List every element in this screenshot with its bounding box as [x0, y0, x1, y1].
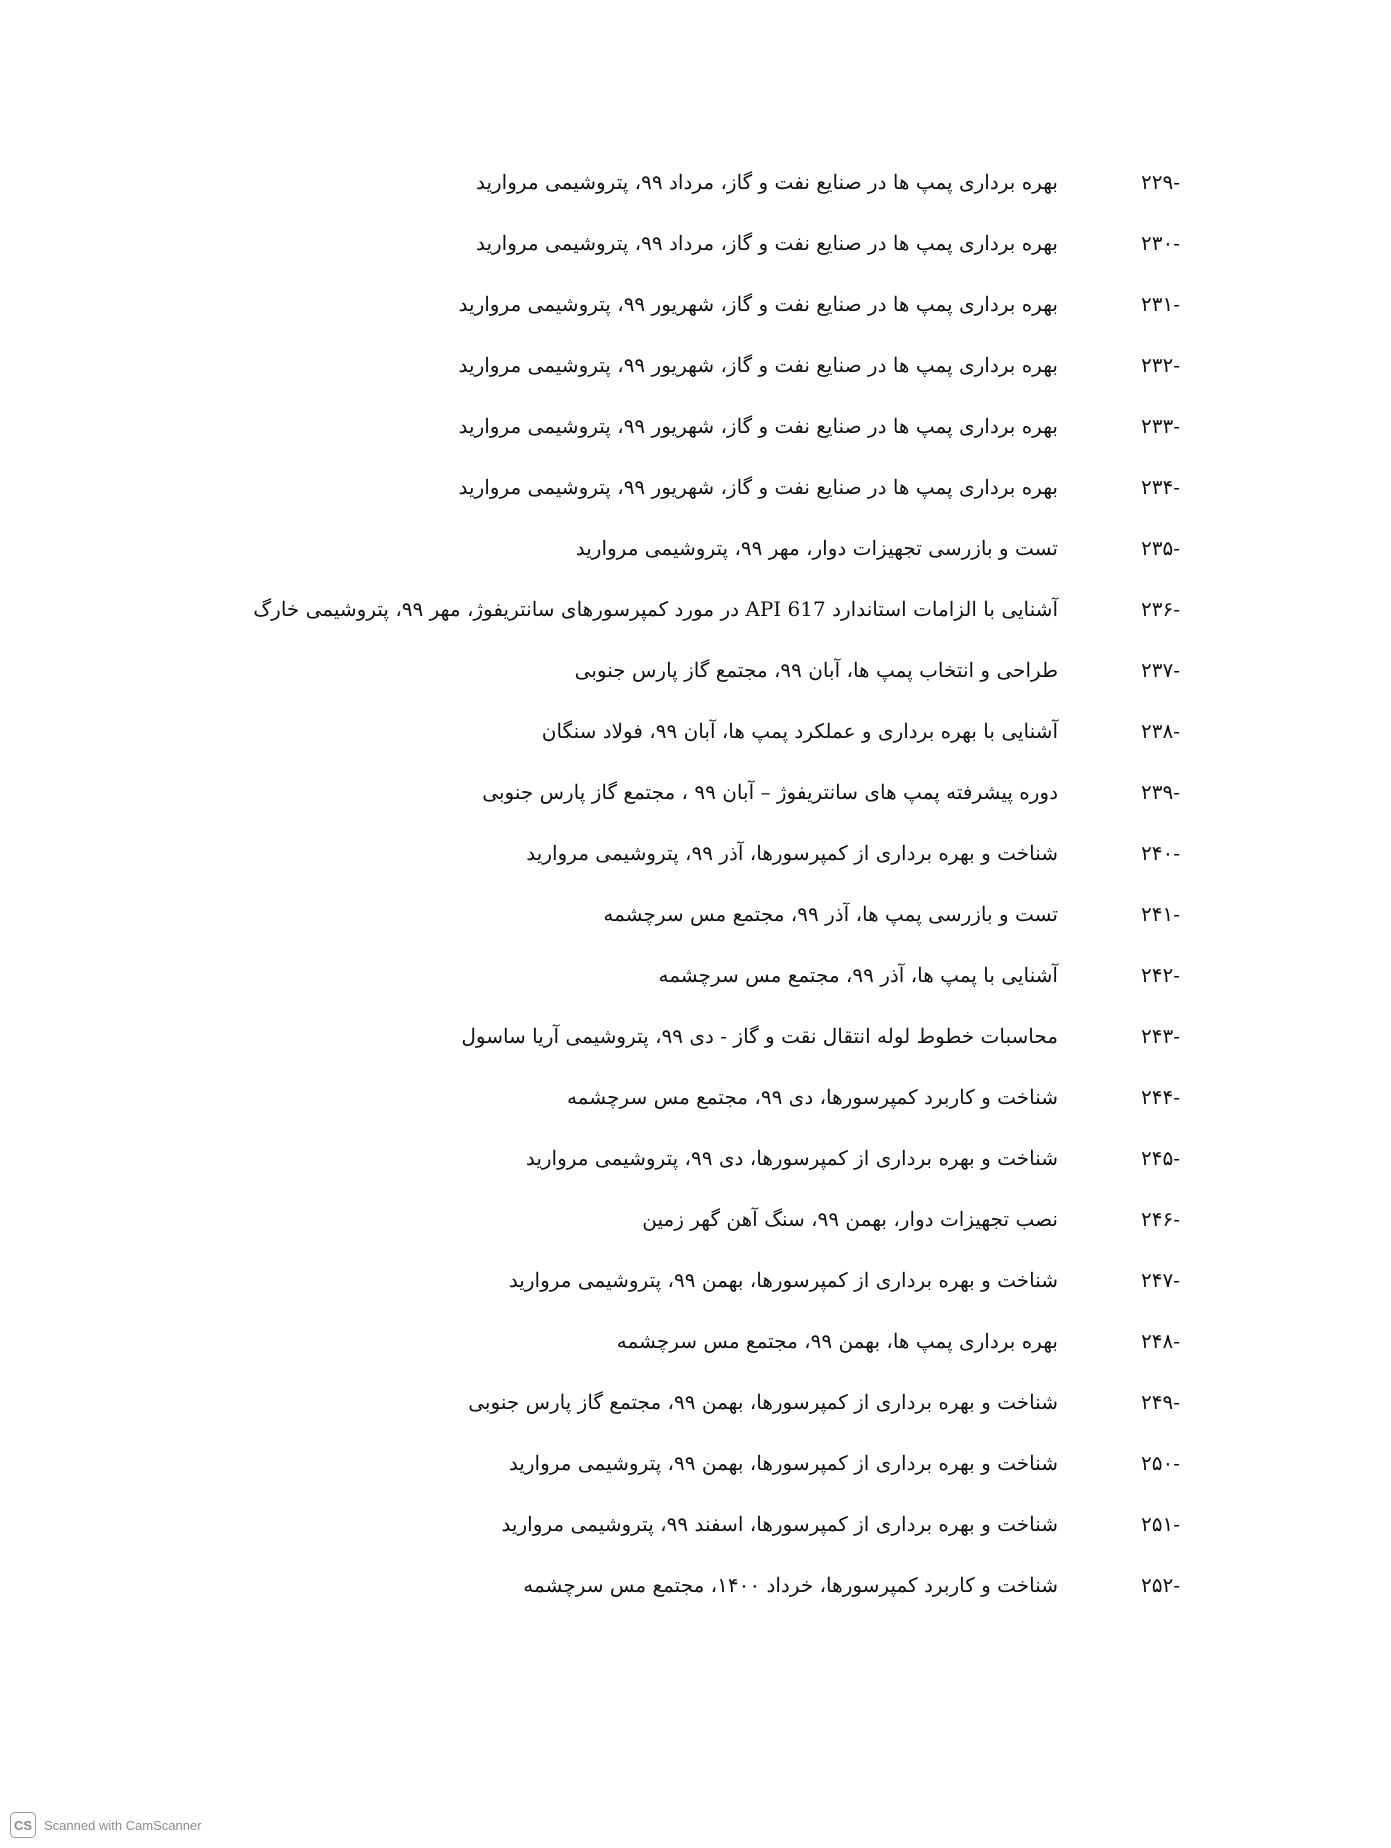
list-item: [160, 709, 1180, 770]
item-number: -۲۵۱: [1141, 1512, 1180, 1536]
item-number: -۲۴۸: [1141, 1329, 1180, 1353]
item-number: -۲۴۵: [1141, 1146, 1180, 1170]
list-item: [160, 1014, 1180, 1075]
item-number: -۲۵۲: [1141, 1573, 1180, 1597]
watermark-label: Scanned with CamScanner: [44, 1817, 202, 1833]
list-item: [160, 831, 1180, 892]
list-item: [160, 1502, 1180, 1563]
item-text: بهره برداری پمپ ها در صنایع نفت و گاز، شهریور ۹۹، پتروشیمی مروارید: [458, 353, 1058, 377]
item-number: -۲۴۹: [1141, 1390, 1180, 1414]
camscanner-watermark: [10, 1812, 202, 1838]
list-item: [160, 770, 1180, 831]
item-number: -۲۴۷: [1141, 1268, 1180, 1292]
course-list: [160, 160, 1180, 1624]
item-number: -۲۳۷: [1141, 658, 1180, 682]
list-item: [160, 160, 1180, 221]
list-item: [160, 1136, 1180, 1197]
item-text: تست و بازرسی پمپ ها، آذر ۹۹، مجتمع مس سرچشمه: [603, 902, 1058, 926]
item-text: شناخت و بهره برداری از کمپرسورها، دی ۹۹، پتروشیمی مروارید: [525, 1146, 1058, 1170]
item-text: بهره برداری پمپ ها در صنایع نفت و گاز، شهریور ۹۹، پتروشیمی مروارید: [458, 292, 1058, 316]
item-text: شناخت و بهره برداری از کمپرسورها، بهمن ۹۹، پتروشیمی مروارید: [508, 1451, 1058, 1475]
item-text: طراحی و انتخاب پمپ ها، آبان ۹۹، مجتمع گاز پارس جنوبی: [574, 658, 1058, 682]
item-number: -۲۴۱: [1141, 902, 1180, 926]
camscanner-logo-icon: CS: [10, 1812, 36, 1838]
list-item: [160, 953, 1180, 1014]
item-text: شناخت و بهره برداری از کمپرسورها، بهمن ۹۹، پتروشیمی مروارید: [508, 1268, 1058, 1292]
item-text: آشنایی با پمپ ها، آذر ۹۹، مجتمع مس سرچشمه: [658, 963, 1058, 987]
list-item: [160, 1563, 1180, 1624]
item-text: بهره برداری پمپ ها در صنایع نفت و گاز، مرداد ۹۹، پتروشیمی مروارید: [475, 231, 1058, 255]
item-text: دوره پیشرفته پمپ های سانتریفوژ – آبان ۹۹ ، مجتمع گاز پارس جنوبی: [482, 780, 1058, 804]
item-text: آشنایی با الزامات استاندارد API 617 در مورد کمپرسورهای سانتریفوژ، مهر ۹۹، پتروشیمی خارگ: [253, 597, 1058, 621]
list-item: [160, 526, 1180, 587]
item-text: محاسبات خطوط لوله انتقال نقت و گاز - دی ۹۹، پتروشیمی آریا ساسول: [461, 1024, 1058, 1048]
item-text: شناخت و بهره برداری از کمپرسورها، اسفند ۹۹، پتروشیمی مروارید: [501, 1512, 1058, 1536]
item-text: تست و بازرسی تجهیزات دوار، مهر ۹۹، پتروشیمی مروارید: [575, 536, 1058, 560]
item-number: -۲۳۴: [1141, 475, 1180, 499]
list-item: [160, 465, 1180, 526]
list-item: [160, 1319, 1180, 1380]
list-item: [160, 404, 1180, 465]
list-item: [160, 1441, 1180, 1502]
list-item: [160, 1075, 1180, 1136]
item-number: -۲۳۰: [1141, 231, 1180, 255]
item-text: شناخت و کاربرد کمپرسورها، خرداد ۱۴۰۰، مجتمع مس سرچشمه: [523, 1573, 1058, 1597]
item-number: -۲۳۲: [1141, 353, 1180, 377]
item-number: -۲۴۲: [1141, 963, 1180, 987]
item-text: بهره برداری پمپ ها در صنایع نفت و گاز، شهریور ۹۹، پتروشیمی مروارید: [458, 414, 1058, 438]
item-number: -۲۳۵: [1141, 536, 1180, 560]
item-number: -۲۴۴: [1141, 1085, 1180, 1109]
item-text: بهره برداری پمپ ها در صنایع نفت و گاز، مرداد ۹۹، پتروشیمی مروارید: [475, 170, 1058, 194]
item-number: -۲۳۳: [1141, 414, 1180, 438]
item-number: -۲۲۹: [1141, 170, 1180, 194]
list-item: [160, 648, 1180, 709]
item-text: بهره برداری پمپ ها در صنایع نفت و گاز، شهریور ۹۹، پتروشیمی مروارید: [458, 475, 1058, 499]
item-number: -۲۴۰: [1141, 841, 1180, 865]
list-item: [160, 1380, 1180, 1441]
list-item: [160, 1258, 1180, 1319]
item-number: -۲۳۶: [1141, 597, 1180, 621]
item-number: -۲۳۹: [1141, 780, 1180, 804]
item-text: شناخت و بهره برداری از کمپرسورها، آذر ۹۹، پتروشیمی مروارید: [526, 841, 1058, 865]
list-item: [160, 343, 1180, 404]
item-text: شناخت و کاربرد کمپرسورها، دی ۹۹، مجتمع مس سرچشمه: [566, 1085, 1058, 1109]
item-number: -۲۳۸: [1141, 719, 1180, 743]
item-number: -۲۴۶: [1141, 1207, 1180, 1231]
list-item: [160, 587, 1180, 648]
list-item: [160, 1197, 1180, 1258]
item-number: -۲۳۱: [1141, 292, 1180, 316]
item-number: -۲۵۰: [1141, 1451, 1180, 1475]
item-text: شناخت و بهره برداری از کمپرسورها، بهمن ۹۹، مجتمع گاز پارس جنوبی: [468, 1390, 1058, 1414]
item-text: آشنایی با بهره برداری و عملکرد پمپ ها، آبان ۹۹، فولاد سنگان: [541, 719, 1058, 743]
item-text: نصب تجهیزات دوار، بهمن ۹۹، سنگ آهن گهر زمین: [642, 1207, 1058, 1231]
list-item: [160, 282, 1180, 343]
item-text: بهره برداری پمپ ها، بهمن ۹۹، مجتمع مس سرچشمه: [616, 1329, 1058, 1353]
item-number: -۲۴۳: [1141, 1024, 1180, 1048]
list-item: [160, 221, 1180, 282]
list-item: [160, 892, 1180, 953]
